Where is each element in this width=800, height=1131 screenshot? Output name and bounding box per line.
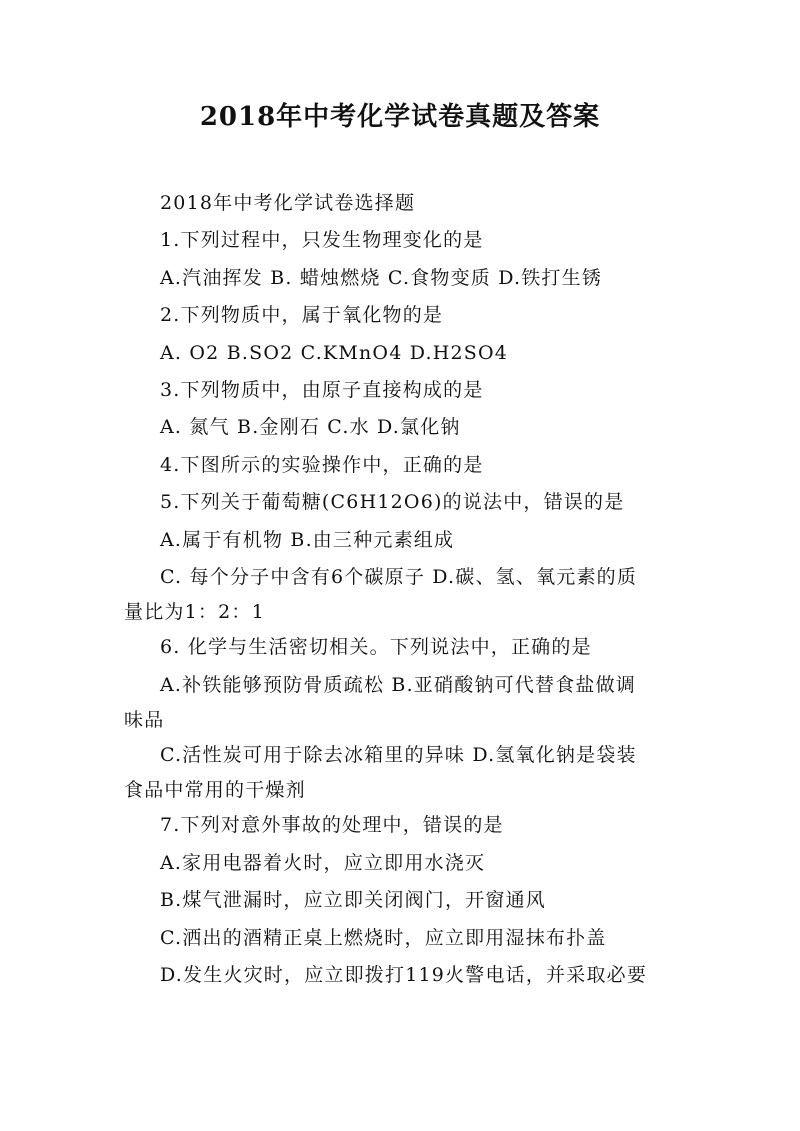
question-7-option-c: C.洒出的酒精正桌上燃烧时，应立即用湿抹布扑盖 xyxy=(160,926,607,949)
question-7-option-a: A.家用电器着火时，应立即用水浇灭 xyxy=(160,851,486,874)
question-6: 6. 化学与生活密切相关。下列说法中，正确的是 xyxy=(160,636,592,659)
question-1: 1.下列过程中，只发生物理变化的是 xyxy=(160,229,484,252)
question-5-options-ab: A.属于有机物 B.由三种元素组成 xyxy=(160,528,455,551)
question-6-options-cd-continued: 食品中常用的干燥剂 xyxy=(124,779,306,802)
document-body xyxy=(124,185,684,994)
question-5-options-cd-continued: 量比为1：2：1 xyxy=(124,601,265,624)
question-6-options-ab: A.补铁能够预防骨质疏松 B.亚硝酸钠可代替食盐做调 xyxy=(160,673,637,696)
question-6-options-cd: C.活性炭可用于除去冰箱里的异味 D.氢氧化钠是袋装 xyxy=(160,744,637,767)
section-heading: 2018年中考化学试卷选择题 xyxy=(160,192,416,214)
question-5-options-cd: C. 每个分子中含有6个碳原子 D.碳、氢、氧元素的质 xyxy=(160,565,638,588)
question-5: 5.下列关于葡萄糖(C6H12O6)的说法中，错误的是 xyxy=(160,491,625,514)
question-7-option-d: D.发生火灾时，应立即拨打119火警电话，并采取必要 xyxy=(160,964,648,987)
question-1-options: A.汽油挥发 B. 蜡烛燃烧 C.食物变质 D.铁打生锈 xyxy=(160,266,603,289)
question-7: 7.下列对意外事故的处理中，错误的是 xyxy=(160,814,504,837)
question-3-options: A. 氮气 B.金刚石 C.水 D.氯化钠 xyxy=(160,416,461,439)
question-2: 2.下列物质中，属于氧化物的是 xyxy=(160,304,444,327)
question-3: 3.下列物质中，由原子直接构成的是 xyxy=(160,378,484,401)
question-4: 4.下图所示的实验操作中，正确的是 xyxy=(160,453,484,476)
question-6-options-ab-continued: 味品 xyxy=(124,709,165,732)
document-title: 2018年中考化学试卷真题及答案 xyxy=(199,102,601,132)
question-2-options: A. O2 B.SO2 C.KMnO4 D.H2SO4 xyxy=(160,341,509,364)
question-7-option-b: B.煤气泄漏时，应立即关闭阀门，开窗通风 xyxy=(160,889,547,912)
